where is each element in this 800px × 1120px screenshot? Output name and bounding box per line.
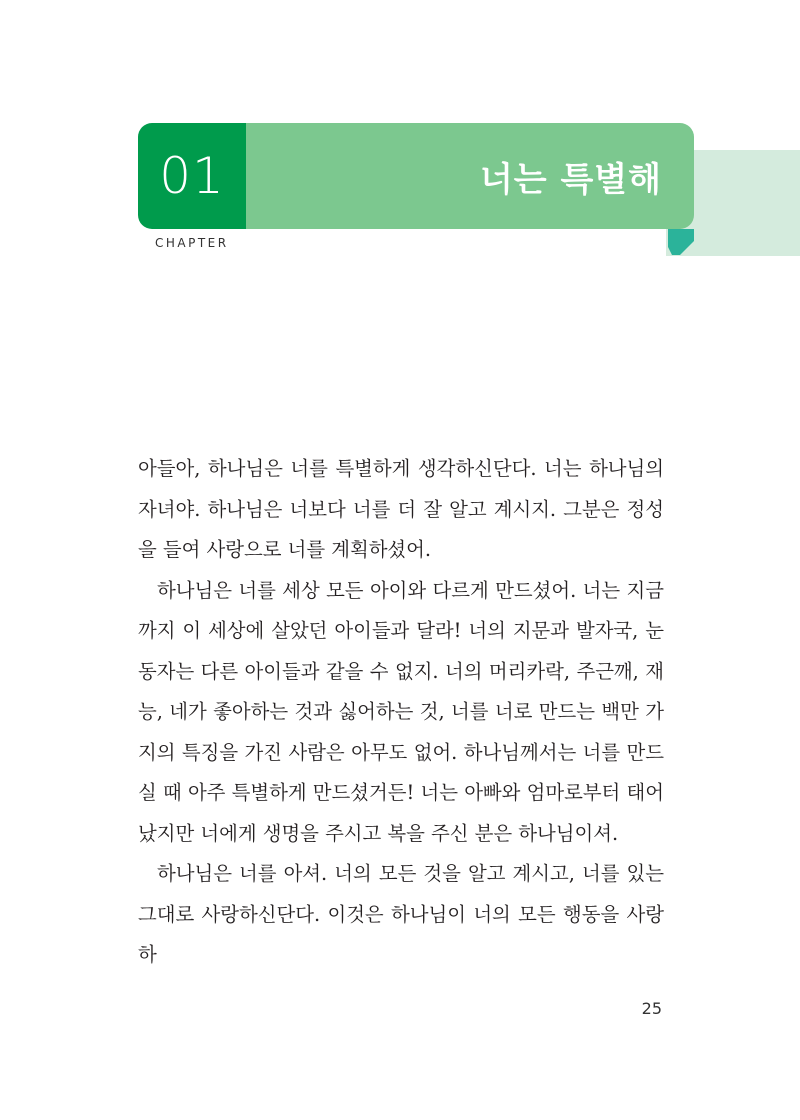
ribbon-fold-decor	[668, 229, 694, 255]
paragraph: 하나님은 너를 세상 모든 아이와 다르게 만드셨어. 너는 지금까지 이 세상에 살았던 아이들과 달라! 너의 지문과 발자국, 눈동자는 다른 아이들과 같을 수 없지. 너의 머리카락, 주근깨, 재능, 네가 좋아하는 것과 싫어하는 것, 너를 너로 만드는 백만 가지의 특징을 가진 사람은 아무도 없어. 하나님께서는 너를 만드실 때 아주 특별하게 만드셨거든! 너는 아빠와 엄마로부터 태어났지만 너에게 생명을 주시고 복을 주신 분은 하나님이셔.	[138, 578, 664, 845]
chapter-label: CHAPTER	[155, 236, 229, 250]
chapter-title: 너는 특별해	[246, 123, 694, 229]
paragraph: 아들아, 하나님은 너를 특별하게 생각하신단다. 너는 하나님의 자녀야. 하나님은 너보다 너를 더 잘 알고 계시지. 그분은 정성을 들여 사랑으로 너를 계획하셨어.	[138, 457, 664, 561]
body-text	[138, 449, 664, 976]
page-number: 25	[641, 999, 662, 1018]
chapter-header	[138, 123, 694, 229]
paragraph: 하나님은 너를 아셔. 너의 모든 것을 알고 계시고, 너를 있는 그대로 사랑하신단다. 이것은 하나님이 너의 모든 행동을 사랑하	[138, 862, 664, 966]
chapter-number: 01	[138, 123, 246, 229]
